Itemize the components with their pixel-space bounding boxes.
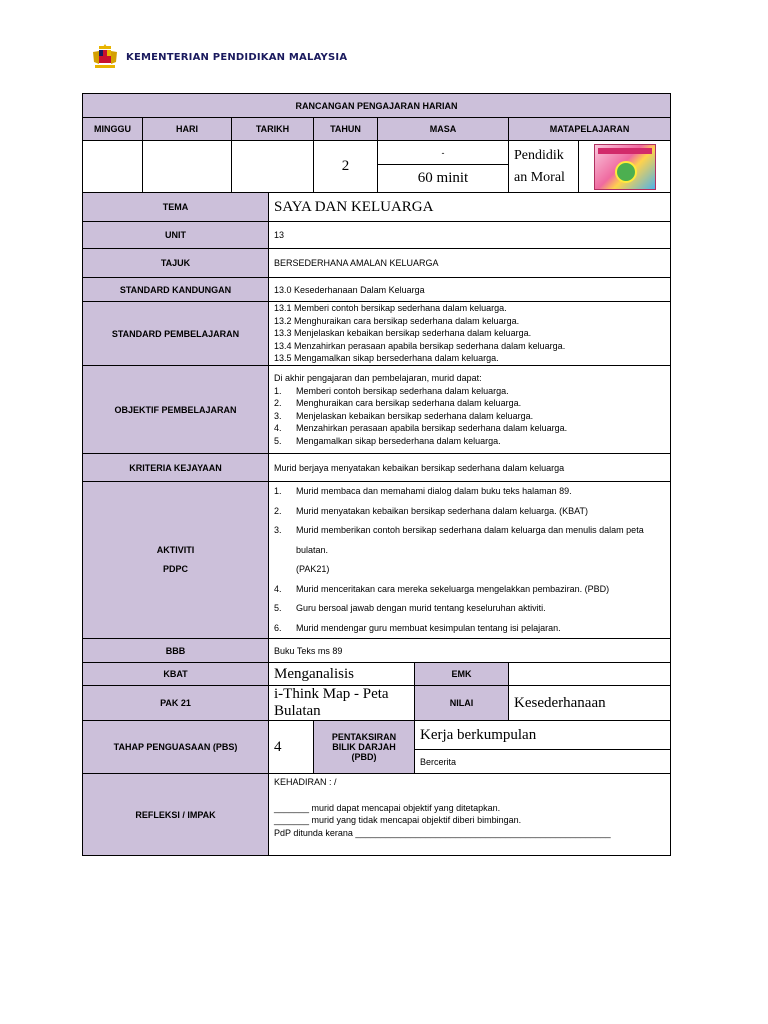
- plan-title: RANCANGAN PENGAJARAN HARIAN: [83, 94, 671, 118]
- op-item: 2. Menghuraikan cara bersikap sederhana dalam keluarga.: [274, 398, 522, 408]
- aktiviti-item: 4. Murid menceritakan cara mereka sekeluarga mengelakkan pembaziran. (PBD): [274, 583, 610, 594]
- sp-list: [269, 302, 671, 366]
- masa-bottom: 60 minit: [378, 165, 509, 193]
- pbd-value-2: Bercerita: [415, 750, 671, 774]
- op-item: 3. Menjelaskan kebaikan bersikap sederhana dalam keluarga.: [274, 410, 534, 421]
- emk-label: EMK: [415, 663, 509, 686]
- subject-name: [509, 141, 579, 193]
- pbd-label: PENTAKSIRAN BILIK DARJAH (PBD): [314, 721, 415, 774]
- aktiviti-item: 1. Murid membaca dan memahami dialog dalam buku teks halaman 89.: [274, 486, 572, 496]
- minggu-value: [83, 141, 143, 193]
- crest-icon: [90, 44, 120, 70]
- col-minggu: MINGGU: [83, 118, 143, 141]
- tema-label: TEMA: [83, 193, 269, 222]
- col-hari: HARI: [143, 118, 232, 141]
- tarikh-value: [232, 141, 314, 193]
- masa-top: -: [378, 141, 509, 165]
- refleksi-content: [269, 774, 671, 856]
- pak21-value: i-Think Map - Peta Bulatan: [269, 686, 415, 721]
- pak21-label: PAK 21: [83, 686, 269, 721]
- bbb-label: BBB: [83, 639, 269, 663]
- tahun-value: 2: [314, 141, 378, 193]
- kbat-label: KBAT: [83, 663, 269, 686]
- unit-value: 13: [269, 222, 671, 249]
- bbb-value: Buku Teks ms 89: [269, 639, 671, 663]
- aktiviti-label: [83, 482, 269, 639]
- kk-value: Murid berjaya menyatakan kebaikan bersikap sederhana dalam keluarga: [269, 454, 671, 482]
- sp-item: 13.3 Menjelaskan kebaikan bersikap sederhana dalam keluarga.: [274, 328, 532, 339]
- subject-book-cell: [579, 141, 671, 193]
- unit-label: UNIT: [83, 222, 269, 249]
- sp-label: STANDARD PEMBELAJARAN: [83, 302, 269, 366]
- sp-item: 13.1 Memberi contoh bersikap sederhana dalam keluarga.: [274, 303, 507, 314]
- refleksi-line: _______ murid dapat mencapai objektif yang ditetapkan.: [274, 802, 501, 813]
- lesson-plan-table: [82, 93, 671, 856]
- aktiviti-item: 2. Murid menyatakan kebaikan bersikap sederhana dalam keluarga. (KBAT): [274, 505, 588, 516]
- aktiviti-item: 5. Guru bersoal jawab dengan murid tentang keseluruhan aktiviti.: [274, 603, 546, 613]
- sp-item: 13.4 Menzahirkan perasaan apabila bersikap sederhana dalam keluarga.: [274, 340, 566, 351]
- aktiviti-item: 6. Murid mendengar guru membuat kesimpulan tentang isi pelajaran.: [274, 622, 561, 633]
- textbook-cover-image: [594, 144, 656, 190]
- op-list: [269, 366, 671, 454]
- sk-label: STANDARD KANDUNGAN: [83, 278, 269, 302]
- aktiviti-list: [269, 482, 671, 639]
- op-item: 1. Memberi contoh bersikap sederhana dalam keluarga.: [274, 385, 509, 396]
- aktiviti-item: (PAK21): [296, 564, 330, 574]
- sk-value: 13.0 Kesederhanaan Dalam Keluarga: [269, 278, 671, 302]
- col-tahun: TAHUN: [314, 118, 378, 141]
- col-masa: MASA: [378, 118, 509, 141]
- tajuk-label: TAJUK: [83, 249, 269, 278]
- col-tarikh: TARIKH: [232, 118, 314, 141]
- op-label: OBJEKTIF PEMBELAJARAN: [83, 366, 269, 454]
- subject-line1: Pendidik: [514, 147, 564, 163]
- aktiviti-label-line1: AKTIVITI: [156, 545, 195, 555]
- nilai-value: Kesederhanaan: [509, 686, 671, 721]
- page-header: [90, 42, 347, 72]
- op-item: 4. Menzahirkan perasaan apabila bersikap sederhana dalam keluarga.: [274, 423, 568, 433]
- hari-value: [143, 141, 232, 193]
- pbd-value-1: Kerja berkumpulan: [415, 721, 671, 750]
- kbat-value: Menganalisis: [269, 663, 415, 686]
- nilai-label: NILAI: [415, 686, 509, 721]
- op-item: 5. Mengamalkan sikap bersederhana dalam keluarga.: [274, 435, 501, 446]
- tajuk-value: BERSEDERHANA AMALAN KELUARGA: [269, 249, 671, 278]
- ministry-name: KEMENTERIAN PENDIDIKAN MALAYSIA: [126, 51, 348, 63]
- subject-line2: an Moral: [514, 169, 565, 185]
- emk-value: [509, 663, 671, 686]
- refleksi-line: _______ murid yang tidak mencapai objektif diberi bimbingan.: [274, 815, 522, 825]
- tp-value: 4: [269, 721, 314, 774]
- tp-label: TAHAP PENGUASAAN (PBS): [83, 721, 269, 774]
- refleksi-label: REFLEKSI / IMPAK: [83, 774, 269, 856]
- tema-value: SAYA DAN KELUARGA: [269, 193, 671, 222]
- sp-item: 13.2 Menghuraikan cara bersikap sederhana dalam keluarga.: [274, 315, 520, 326]
- aktiviti-item: 3. Murid memberikan contoh bersikap sederhana dalam keluarga dan menulis dalam peta bulatan.: [274, 525, 644, 555]
- op-intro: Di akhir pengajaran dan pembelajaran, murid dapat:: [274, 373, 482, 383]
- kehadiran: KEHADIRAN : /: [274, 777, 337, 787]
- sp-item: 13.5 Mengamalkan sikap bersederhana dalam keluarga.: [274, 353, 499, 364]
- refleksi-line: PdP ditunda kerana ___________________________________________________: [274, 827, 611, 838]
- col-matapelajaran: MATAPELAJARAN: [509, 118, 671, 141]
- kk-label: KRITERIA KEJAYAAN: [83, 454, 269, 482]
- aktiviti-label-line2: PDPC: [162, 564, 188, 574]
